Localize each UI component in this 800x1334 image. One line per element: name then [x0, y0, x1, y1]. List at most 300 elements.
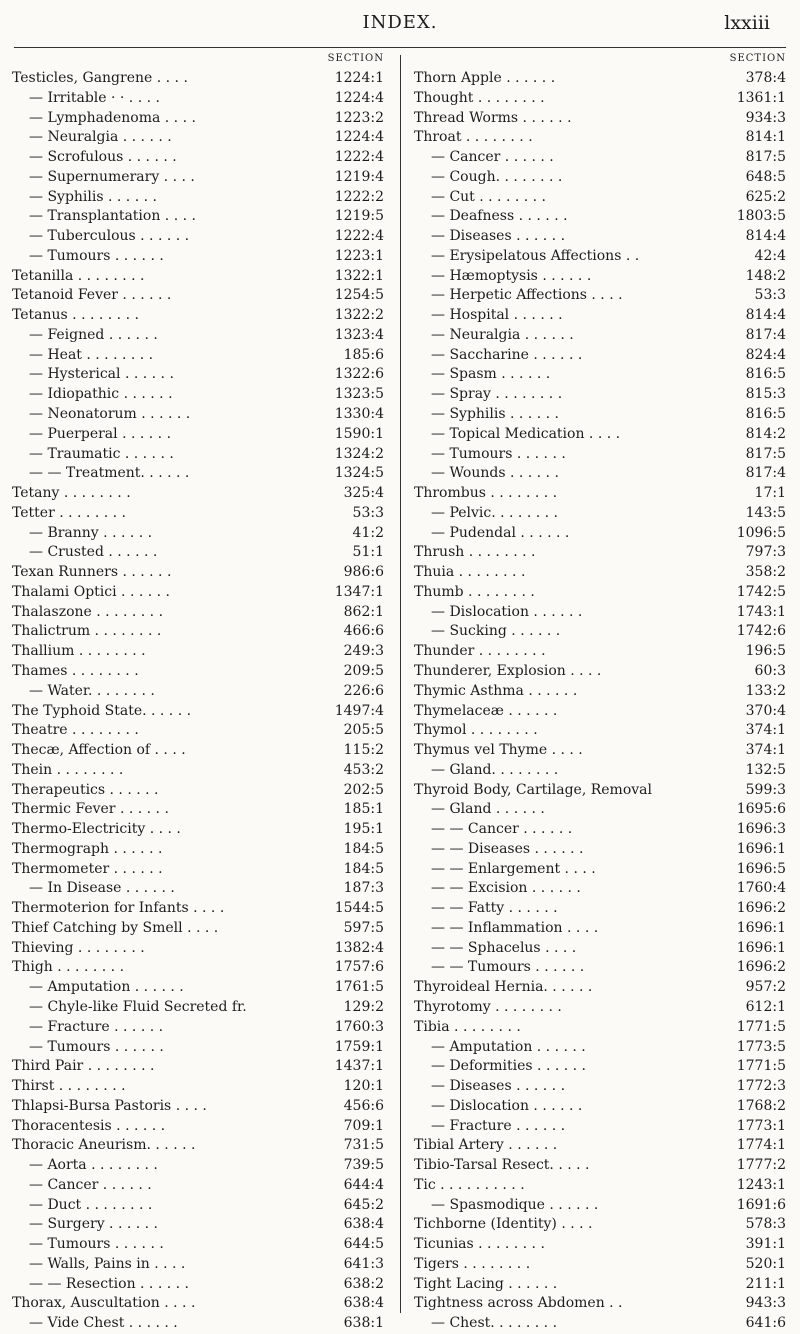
entry-term: — Wounds . . . . . .	[431, 465, 559, 482]
entry-section-number: 391:1	[745, 1236, 786, 1253]
entry-section-number: 1322:1	[334, 267, 384, 284]
entry-section-number: 597:5	[343, 919, 384, 936]
index-entry	[12, 1176, 384, 1196]
index-entry	[12, 524, 384, 544]
index-entry	[12, 504, 384, 524]
entry-term: — — Inflammation . . . .	[431, 919, 599, 936]
entry-term: — Cut . . . . . . . .	[431, 188, 547, 205]
entry-section-number: 814:1	[745, 129, 786, 146]
entry-term: — — Diseases . . . . . .	[431, 840, 584, 857]
entry-term: Tichborne (Identity) . . . .	[414, 1216, 593, 1233]
index-entry	[414, 148, 786, 168]
index-entry	[414, 1215, 786, 1235]
index-entry	[414, 998, 786, 1018]
entry-term: — Dislocation . . . . . .	[431, 603, 583, 620]
entry-section-number: 211:1	[745, 1275, 786, 1292]
entry-term: Thieving . . . . . . . .	[12, 939, 145, 956]
entry-section-number: 817:5	[745, 445, 786, 462]
entry-section-number: 185:1	[343, 801, 384, 818]
index-entry	[414, 563, 786, 583]
entry-term: Thymelaceæ . . . . . .	[414, 702, 558, 719]
entry-section-number: 209:5	[343, 662, 384, 679]
index-entry	[414, 247, 786, 267]
entry-term: — Spasmodique . . . . . .	[431, 1196, 599, 1213]
entry-section-number: 60:3	[754, 662, 786, 679]
entry-section-number: 53:3	[352, 504, 384, 521]
entry-section-number: 943:3	[745, 1295, 786, 1312]
index-entry	[12, 1136, 384, 1156]
entry-section-number: 41:2	[352, 524, 384, 541]
entry-section-number: 816:5	[745, 406, 786, 423]
entry-term: Testicles, Gangrene . . . .	[12, 70, 188, 86]
entry-term: — — Tumours . . . . . .	[431, 959, 585, 976]
index-entry	[414, 1275, 786, 1295]
index-entry	[12, 899, 384, 919]
index-entry	[414, 1235, 786, 1255]
entry-section-number: 1254:5	[334, 287, 384, 304]
entry-term: — Supernumerary . . . .	[29, 168, 195, 185]
entry-term: Thymic Asthma . . . . . .	[414, 682, 578, 699]
entry-term: Thein . . . . . . . .	[12, 761, 124, 778]
index-entry	[12, 1057, 384, 1077]
index-entry	[12, 445, 384, 465]
index-entry	[12, 346, 384, 366]
entry-term: Thirst . . . . . . . .	[12, 1078, 126, 1095]
index-entry	[414, 89, 786, 109]
entry-section-number: 599:3	[745, 781, 786, 798]
index-entry	[414, 109, 786, 129]
entry-term: — — Cancer . . . . . .	[431, 821, 573, 838]
index-entry	[414, 543, 786, 563]
index-entry	[12, 1275, 384, 1295]
entry-term: Thuia . . . . . . . .	[414, 564, 526, 581]
entry-term: — Lymphadenoma . . . .	[29, 109, 196, 126]
entry-section-number: 1696:2	[736, 959, 786, 976]
entry-section-number: 1224:4	[334, 129, 384, 146]
entry-term: Thrush . . . . . . . .	[414, 544, 536, 561]
entry-section-number: 1803:5	[736, 208, 786, 225]
entry-section-number: 1742:5	[736, 583, 786, 600]
index-entry	[414, 702, 786, 722]
index-entry	[12, 543, 384, 563]
index-entry	[12, 1097, 384, 1117]
entry-term: — Walls, Pains in . . . .	[29, 1255, 186, 1272]
entry-section-number: 187:3	[343, 880, 384, 897]
index-entry	[12, 385, 384, 405]
entry-term: Tightness across Abdomen . .	[414, 1295, 623, 1312]
index-entry	[414, 1018, 786, 1038]
entry-term: Thyrotomy . . . . . . . .	[414, 998, 562, 1015]
index-entry	[414, 1077, 786, 1097]
entry-section-number: 1696:3	[736, 821, 786, 838]
index-entry	[414, 1117, 786, 1137]
entry-term: — — Fatty . . . . . .	[431, 900, 558, 917]
index-entry	[414, 741, 786, 761]
entry-section-number: 648:5	[745, 168, 786, 185]
entry-section-number: 453:2	[343, 761, 384, 778]
entry-section-number: 638:2	[343, 1275, 384, 1292]
entry-term: Therapeutics . . . . . .	[12, 781, 159, 798]
entry-section-number: 1223:2	[334, 109, 384, 126]
index-entry	[414, 405, 786, 425]
entry-section-number: 1760:3	[334, 1018, 384, 1035]
entry-section-number: 129:2	[343, 998, 384, 1015]
entry-term: Thymol . . . . . . . .	[414, 722, 538, 739]
entry-term: — Tumours . . . . . .	[29, 1236, 164, 1253]
entry-term: — Neonatorum . . . . . .	[29, 406, 191, 423]
entry-section-number: 185:6	[343, 346, 384, 363]
index-entry	[12, 405, 384, 425]
index-entry	[12, 306, 384, 326]
entry-term: — Crusted . . . . . .	[29, 544, 158, 561]
index-entry	[414, 326, 786, 346]
entry-section-number: 1773:1	[736, 1117, 786, 1134]
entry-section-number: 1222:2	[334, 188, 384, 205]
entry-section-number: 1590:1	[334, 425, 384, 442]
index-entry	[12, 563, 384, 583]
entry-term: Theatre . . . . . . . .	[12, 722, 139, 739]
entry-section-number: 1691:6	[736, 1196, 786, 1213]
index-entry	[12, 247, 384, 267]
entry-term: Thalami Optici . . . . . .	[12, 583, 170, 600]
entry-section-number: 814:2	[745, 425, 786, 442]
entry-section-number: 1224:4	[334, 89, 384, 106]
entry-term: — Traumatic . . . . . .	[29, 445, 174, 462]
entry-section-number: 1696:1	[736, 939, 786, 956]
index-entry	[12, 1077, 384, 1097]
entry-term: — — Excision . . . . . .	[431, 880, 581, 897]
index-entry	[414, 1255, 786, 1275]
index-entry	[12, 702, 384, 722]
entry-term: — Pelvic. . . . . . . .	[431, 504, 558, 521]
entry-term: Thermoterion for Infants . . . .	[12, 900, 225, 917]
index-entry	[414, 227, 786, 247]
entry-section-number: 824:4	[745, 346, 786, 363]
index-entry	[12, 603, 384, 623]
index-entry	[414, 168, 786, 188]
entry-section-number: 1222:4	[334, 228, 384, 245]
index-entry	[414, 69, 786, 89]
index-entry	[12, 267, 384, 287]
index-entry	[414, 1057, 786, 1077]
index-entry	[414, 642, 786, 662]
index-entry	[414, 207, 786, 227]
entry-term: Throat . . . . . . . .	[414, 129, 533, 146]
entry-section-number: 466:6	[343, 623, 384, 640]
page-number: lxxiii	[724, 12, 770, 34]
entry-section-number: 1497:4	[334, 702, 384, 719]
entry-section-number: 638:1	[343, 1315, 384, 1332]
entry-term: — Water. . . . . . . .	[29, 682, 155, 699]
index-entry	[12, 781, 384, 801]
index-entry	[12, 425, 384, 445]
entry-term: The Typhoid State. . . . . .	[12, 702, 192, 719]
entry-term: — Amputation . . . . . .	[431, 1038, 586, 1055]
entry-term: Tight Lacing . . . . . .	[414, 1275, 558, 1292]
index-entry	[414, 721, 786, 741]
index-entry	[12, 1038, 384, 1058]
entry-term: — Gland. . . . . . . .	[431, 761, 559, 778]
index-entry	[414, 306, 786, 326]
index-entry	[414, 1038, 786, 1058]
entry-term: Tigers . . . . . . . .	[414, 1255, 531, 1272]
index-column-right	[414, 53, 786, 1334]
index-entry	[12, 1215, 384, 1235]
section-heading: SECTION	[327, 53, 384, 64]
entry-section-number: 1773:5	[736, 1038, 786, 1055]
entry-term: — Vide Chest . . . . . .	[29, 1315, 178, 1332]
entry-section-number: 184:5	[343, 860, 384, 877]
entry-term: — — Sphacelus . . . .	[431, 939, 577, 956]
entry-term: — Tumours . . . . . .	[431, 445, 566, 462]
entry-section-number: 42:4	[754, 247, 786, 264]
index-entry	[414, 1314, 786, 1334]
entry-section-number: 1772:3	[736, 1078, 786, 1095]
entry-term: Thorax, Auscultation . . . .	[12, 1295, 196, 1312]
index-entry	[12, 840, 384, 860]
index-entry	[12, 188, 384, 208]
index-entry	[414, 879, 786, 899]
entry-section-number: 1695:6	[736, 801, 786, 818]
entry-term: — Duct . . . . . . . .	[29, 1196, 153, 1213]
entry-term: — Feigned . . . . . .	[29, 326, 158, 343]
entry-term: — Scrofulous . . . . . .	[29, 149, 177, 166]
entry-term: Thunderer, Explosion . . . .	[414, 662, 602, 679]
index-entry	[414, 1176, 786, 1196]
entry-term: — Tumours . . . . . .	[29, 247, 164, 264]
index-entry	[12, 741, 384, 761]
index-entry	[12, 978, 384, 998]
entry-term: Tetanoid Fever . . . . . .	[12, 287, 172, 304]
index-entry	[414, 622, 786, 642]
entry-section-number: 143:5	[745, 504, 786, 521]
entry-term: Thlapsi-Bursa Pastoris . . . .	[12, 1097, 207, 1114]
entry-section-number: 370:4	[745, 702, 786, 719]
entry-section-number: 1742:6	[736, 623, 786, 640]
entry-term: Thyroid Body, Cartilage, Removal	[414, 781, 652, 798]
entry-section-number: 1322:6	[334, 366, 384, 383]
entry-term: — Fracture . . . . . .	[431, 1117, 566, 1134]
index-entry	[12, 1255, 384, 1275]
entry-section-number: 1347:1	[334, 583, 384, 600]
entry-section-number: 1696:1	[736, 840, 786, 857]
entry-term: — Tuberculous . . . . . .	[29, 228, 190, 245]
index-entry	[12, 109, 384, 129]
index-entry	[12, 207, 384, 227]
index-entry	[414, 781, 786, 801]
entry-section-number: 1768:2	[736, 1097, 786, 1114]
entry-section-number: 1323:5	[334, 386, 384, 403]
entry-term: Thallium . . . . . . . .	[12, 643, 146, 660]
section-heading: SECTION	[729, 53, 786, 64]
entry-term: — Tumours . . . . . .	[29, 1038, 164, 1055]
index-entry	[414, 840, 786, 860]
entry-term: Third Pair . . . . . . . .	[12, 1058, 155, 1075]
entry-term: — Cancer . . . . . .	[431, 149, 554, 166]
entry-section-number: 739:5	[343, 1157, 384, 1174]
entry-section-number: 638:4	[343, 1216, 384, 1233]
entry-section-number: 1777:2	[736, 1157, 786, 1174]
index-entry	[12, 484, 384, 504]
entry-term: — In Disease . . . . . .	[29, 880, 175, 897]
index-entry	[12, 721, 384, 741]
entry-term: Thought . . . . . . . .	[414, 89, 545, 106]
index-entry	[12, 860, 384, 880]
entry-term: — Fracture . . . . . .	[29, 1018, 164, 1035]
entry-term: Texan Runners . . . . . .	[12, 564, 172, 581]
index-entry	[414, 682, 786, 702]
index-entry	[414, 899, 786, 919]
entry-section-number: 797:3	[745, 544, 786, 561]
entry-section-number: 249:3	[343, 643, 384, 660]
entry-section-number: 1361:1	[736, 89, 786, 106]
entry-section-number: 53:3	[754, 287, 786, 304]
entry-section-number: 1696:5	[736, 860, 786, 877]
entry-term: — Irritable · · . . . .	[29, 89, 160, 106]
index-entry	[414, 1294, 786, 1314]
entry-term: — — Treatment. . . . . .	[29, 465, 190, 482]
entry-section-number: 148:2	[745, 267, 786, 284]
index-entry	[12, 365, 384, 385]
entry-term: Thermometer . . . . . .	[12, 860, 163, 877]
entry-term: — Amputation . . . . . .	[29, 979, 184, 996]
index-entry	[414, 128, 786, 148]
entry-section-number: 1219:4	[334, 168, 384, 185]
entry-term: — — Enlargement . . . .	[431, 860, 596, 877]
entry-term: — Saccharine . . . . . .	[431, 346, 583, 363]
entry-section-number: 1324:5	[334, 465, 384, 482]
entry-section-number: 644:5	[343, 1236, 384, 1253]
index-entry	[414, 860, 786, 880]
entry-section-number: 1330:4	[334, 406, 384, 423]
index-entry	[12, 1117, 384, 1137]
entry-term: — Chest. . . . . . . .	[431, 1315, 558, 1332]
entry-section-number: 815:3	[745, 386, 786, 403]
entry-term: — Hysterical . . . . . .	[29, 366, 174, 383]
entry-term: — Pudendal . . . . . .	[431, 524, 570, 541]
index-entry	[414, 445, 786, 465]
index-entry	[414, 800, 786, 820]
entry-term: — — Resection . . . . . .	[29, 1275, 189, 1292]
entry-term: — Idiopathic . . . . . .	[29, 386, 173, 403]
entry-section-number: 374:1	[745, 722, 786, 739]
entry-term: Thorn Apple . . . . . .	[414, 70, 556, 86]
index-entry	[12, 1156, 384, 1176]
index-entry	[414, 286, 786, 306]
index-entry	[414, 188, 786, 208]
entry-section-number: 1771:5	[736, 1018, 786, 1035]
entry-term: Thermograph . . . . . .	[12, 840, 163, 857]
entry-section-number: 1222:4	[334, 149, 384, 166]
index-entry	[414, 820, 786, 840]
index-entry	[12, 1196, 384, 1216]
entry-term: — Syphilis . . . . . .	[431, 406, 559, 423]
entry-term: Thoracentesis . . . . . .	[12, 1117, 166, 1134]
entry-section-number: 641:3	[343, 1255, 384, 1272]
entry-section-number: 644:4	[343, 1176, 384, 1193]
entry-section-number: 645:2	[343, 1196, 384, 1213]
entry-section-number: 934:3	[745, 109, 786, 126]
entry-section-number: 1224:1	[334, 70, 384, 86]
entry-term: — Branny . . . . . .	[29, 524, 153, 541]
index-column-left	[12, 53, 384, 1334]
index-entry	[12, 148, 384, 168]
entry-term: — Dislocation . . . . . .	[431, 1097, 583, 1114]
entry-term: Thoracic Aneurism. . . . . .	[12, 1137, 196, 1154]
entry-section-number: 1322:2	[334, 307, 384, 324]
index-entry	[12, 326, 384, 346]
entry-section-number: 1774:1	[736, 1137, 786, 1154]
entry-section-number: 184:5	[343, 840, 384, 857]
entry-term: — Chyle-like Fluid Secreted fr.	[29, 998, 247, 1015]
index-entry	[414, 267, 786, 287]
entry-term: Tibia . . . . . . . .	[414, 1018, 521, 1035]
entry-section-number: 817:4	[745, 465, 786, 482]
entry-term: — Puerperal . . . . . .	[29, 425, 172, 442]
entry-section-number: 358:2	[745, 564, 786, 581]
index-entry	[414, 1097, 786, 1117]
entry-section-number: 120:1	[343, 1078, 384, 1095]
entry-term: Tibio-Tarsal Resect. . . . .	[414, 1157, 590, 1174]
entry-section-number: 731:5	[343, 1137, 384, 1154]
index-entry	[12, 800, 384, 820]
entry-term: — Neuralgia . . . . . .	[29, 129, 172, 146]
entry-term: Thread Worms . . . . . .	[414, 109, 572, 126]
index-entry	[12, 761, 384, 781]
entry-section-number: 456:6	[343, 1097, 384, 1114]
entry-term: — Topical Medication . . . .	[431, 425, 621, 442]
entry-section-number: 638:4	[343, 1295, 384, 1312]
entry-section-number: 1760:4	[736, 880, 786, 897]
index-entry	[414, 958, 786, 978]
index-entry	[414, 484, 786, 504]
entry-term: — Hospital . . . . . .	[431, 307, 563, 324]
entry-term: Tetanilla . . . . . . . .	[12, 267, 145, 284]
entry-section-number: 133:2	[745, 682, 786, 699]
entry-section-number: 1696:1	[736, 919, 786, 936]
header-rule	[14, 47, 786, 48]
index-entry	[12, 919, 384, 939]
entry-term: Thermo-Electricity . . . .	[12, 821, 181, 838]
entry-term: — Cancer . . . . . .	[29, 1176, 152, 1193]
entry-term: — Diseases . . . . . .	[431, 228, 566, 245]
entry-term: — Erysipelatous Affections . .	[431, 247, 640, 264]
entry-section-number: 1761:5	[334, 979, 384, 996]
entry-term: — Heat . . . . . . . .	[29, 346, 154, 363]
entry-section-number: 1243:1	[736, 1176, 786, 1193]
entry-section-number: 814:4	[745, 228, 786, 245]
index-entry	[414, 761, 786, 781]
entry-term: — Hæmoptysis . . . . . .	[431, 267, 592, 284]
entry-section-number: 957:2	[745, 979, 786, 996]
entry-section-number: 641:6	[745, 1315, 786, 1332]
index-entry	[12, 939, 384, 959]
index-entry	[12, 622, 384, 642]
entry-term: Thigh . . . . . . . .	[12, 959, 125, 976]
index-entry	[12, 286, 384, 306]
index-entry	[414, 1156, 786, 1176]
column-divider	[400, 55, 401, 1313]
index-entry	[12, 662, 384, 682]
entry-section-number: 115:2	[343, 742, 384, 759]
entry-section-number: 816:5	[745, 366, 786, 383]
entry-term: Thunder . . . . . . . .	[414, 643, 546, 660]
index-entry	[12, 1235, 384, 1255]
entry-term: Tetanus . . . . . . . .	[12, 307, 139, 324]
entry-term: Thecæ, Affection of . . . .	[12, 742, 186, 759]
entry-section-number: 378:4	[745, 70, 786, 86]
index-entry	[414, 524, 786, 544]
